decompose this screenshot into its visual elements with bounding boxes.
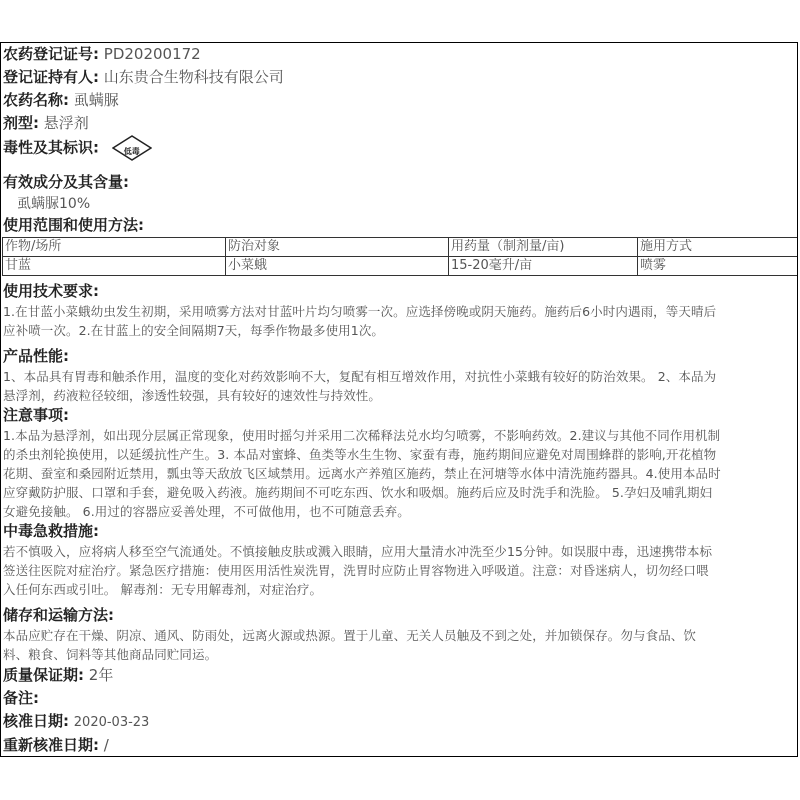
tech-title: 使用技术要求: [3,282,99,300]
approval-date-value: 2020-03-23 [73,715,150,730]
first-aid-line: 签送往医院对症治疗。紧急医疗措施：使用医用活性炭洗胃，洗胃时应防止胃容物进入呼吸道。注意：对昏迷病人，切勿经口喂 [3,563,709,578]
tech-section [1,281,797,340]
toxicity-diamond-icon [112,135,152,161]
remarks-label: 备注: [3,689,39,707]
shelf-life-label: 质量保证期: [3,666,84,684]
performance-title: 产品性能: [3,347,69,365]
tech-line: 应补喷一次。2.在甘蓝上的安全间隔期7天，每季作物最多使用1次。 [3,323,385,338]
header-dosage: 用药量（制剂量/亩) [449,238,638,257]
active-ingredient-row [1,171,797,194]
toxicity-row [1,135,797,165]
cell-crop: 甘蓝 [3,257,226,276]
first-aid-line: 入任何东西或引吐。 解毒剂：无专用解毒剂，对症治疗。 [3,582,323,597]
first-aid-line: 若不慎吸入，应将病人移至空气流通处。不慎接触皮肤或溅入眼睛，应用大量清水冲洗至少15分钟。如误服中毒，迅速携带本标 [3,544,713,559]
table-row [3,257,799,276]
cell-target: 小菜蛾 [226,257,449,276]
tech-line: 1.在甘蓝小菜蛾幼虫发生初期，采用喷雾方法对甘蓝叶片均匀喷雾一次。应选择傍晚或阴天施药。施药后6小时内遇雨，等天晴后 [3,304,717,319]
holder-row [1,66,797,89]
toxicity-label: 毒性及其标识: [3,138,99,157]
approval-date-label: 核准日期: [3,712,69,730]
holder-name: 山东贵合生物科技有限公司 [103,68,284,86]
pesticide-label-document [0,42,798,757]
notes-line: 女避免接触。 6.用过的容器应妥善处理，不可做他用，也不可随意丢弃。 [3,504,410,519]
tech-body [1,302,797,340]
shelf-life-value: 2年 [88,666,114,684]
storage-section [1,605,797,664]
notes-line: 1.本品为悬浮剂，如出现分层属正常现象，使用时摇匀并采用二次稀释法兑水均匀喷雾，不影响药效。2.建议与其他不同作用机制 [3,428,721,443]
performance-line: 1、本品具有胃毒和触杀作用，温度的变化对药效影响不大，复配有相互增效作用，对抗性小菜蛾有较好的防治效果。 2、本品为 [3,369,717,384]
notes-title: 注意事项: [3,406,69,424]
formulation-label: 剂型: [3,114,39,132]
pesticide-name-value: 虱螨脲 [73,91,119,109]
pesticide-name-row [1,89,797,112]
performance-body [1,367,797,405]
usage-table [2,237,798,276]
storage-line: 料、粮食、饲料等其他商品同贮同运。 [3,647,218,662]
active-ingredient-label: 有效成分及其含量: [3,173,129,191]
registration-label: 农药登记证号: [3,45,99,63]
reapproval-date-label: 重新核准日期: [3,736,99,754]
formulation-value: 悬浮剂 [43,114,89,132]
notes-section [1,405,797,521]
notes-line: 的杀虫剂轮换使用，以延缓抗性产生。3. 本品对蜜蜂、鱼类等水生生物、家蚕有毒，施药期间应避免对周围蜂群的影响,开花植物 [3,447,717,462]
performance-line: 悬浮剂，药液粒径较细，渗透性较强，具有较好的速效性与持效性。 [3,388,382,403]
header-crop: 作物/场所 [3,238,226,257]
pesticide-name-label: 农药名称: [3,91,69,109]
notes-line: 应穿戴防护服、口罩和手套，避免吸入药液。施药期间不可吃东西、饮水和吸烟。施药后应及时洗手和洗脸。 5.孕妇及哺乳期妇 [3,485,713,500]
reapproval-date-row [1,734,797,757]
formulation-row [1,112,797,135]
active-ingredient-value: 虱螨脲10% [17,196,91,212]
notes-line: 花期、蚕室和桑园附近禁用，瓢虫等天敌放飞区域禁用。远离水产养殖区施药，禁止在河塘等水体中清洗施药器具。4.使用本品时 [3,466,721,481]
performance-section [1,346,797,405]
header-target: 防治对象 [226,238,449,257]
header-method: 施用方式 [638,238,799,257]
remarks-row [1,687,797,710]
holder-label: 登记证持有人: [3,68,99,86]
toxicity-badge-text: 低毒 [123,147,140,156]
registration-row [1,43,797,66]
usage-table-header [3,238,799,257]
first-aid-section [1,521,797,599]
approval-date-row [1,710,797,734]
notes-body [1,426,797,521]
first-aid-title: 中毒急救措施: [3,522,99,540]
usage-heading-row [1,214,797,237]
storage-body [1,626,797,664]
cell-dosage: 15-20毫升/亩 [449,257,638,276]
reapproval-date-value: / [103,736,109,754]
storage-title: 储存和运输方法: [3,606,114,624]
storage-line: 本品应贮存在干燥、阴凉、通风、防雨处，远离火源或热源。置于儿童、无关人员触及不到之处，并加锁保存。勿与食品、饮 [3,628,697,643]
first-aid-body [1,542,797,599]
cell-method: 喷雾 [638,257,799,276]
shelf-life-row [1,664,797,687]
registration-number: PD20200172 [103,45,201,63]
usage-label: 使用范围和使用方法: [3,216,144,234]
